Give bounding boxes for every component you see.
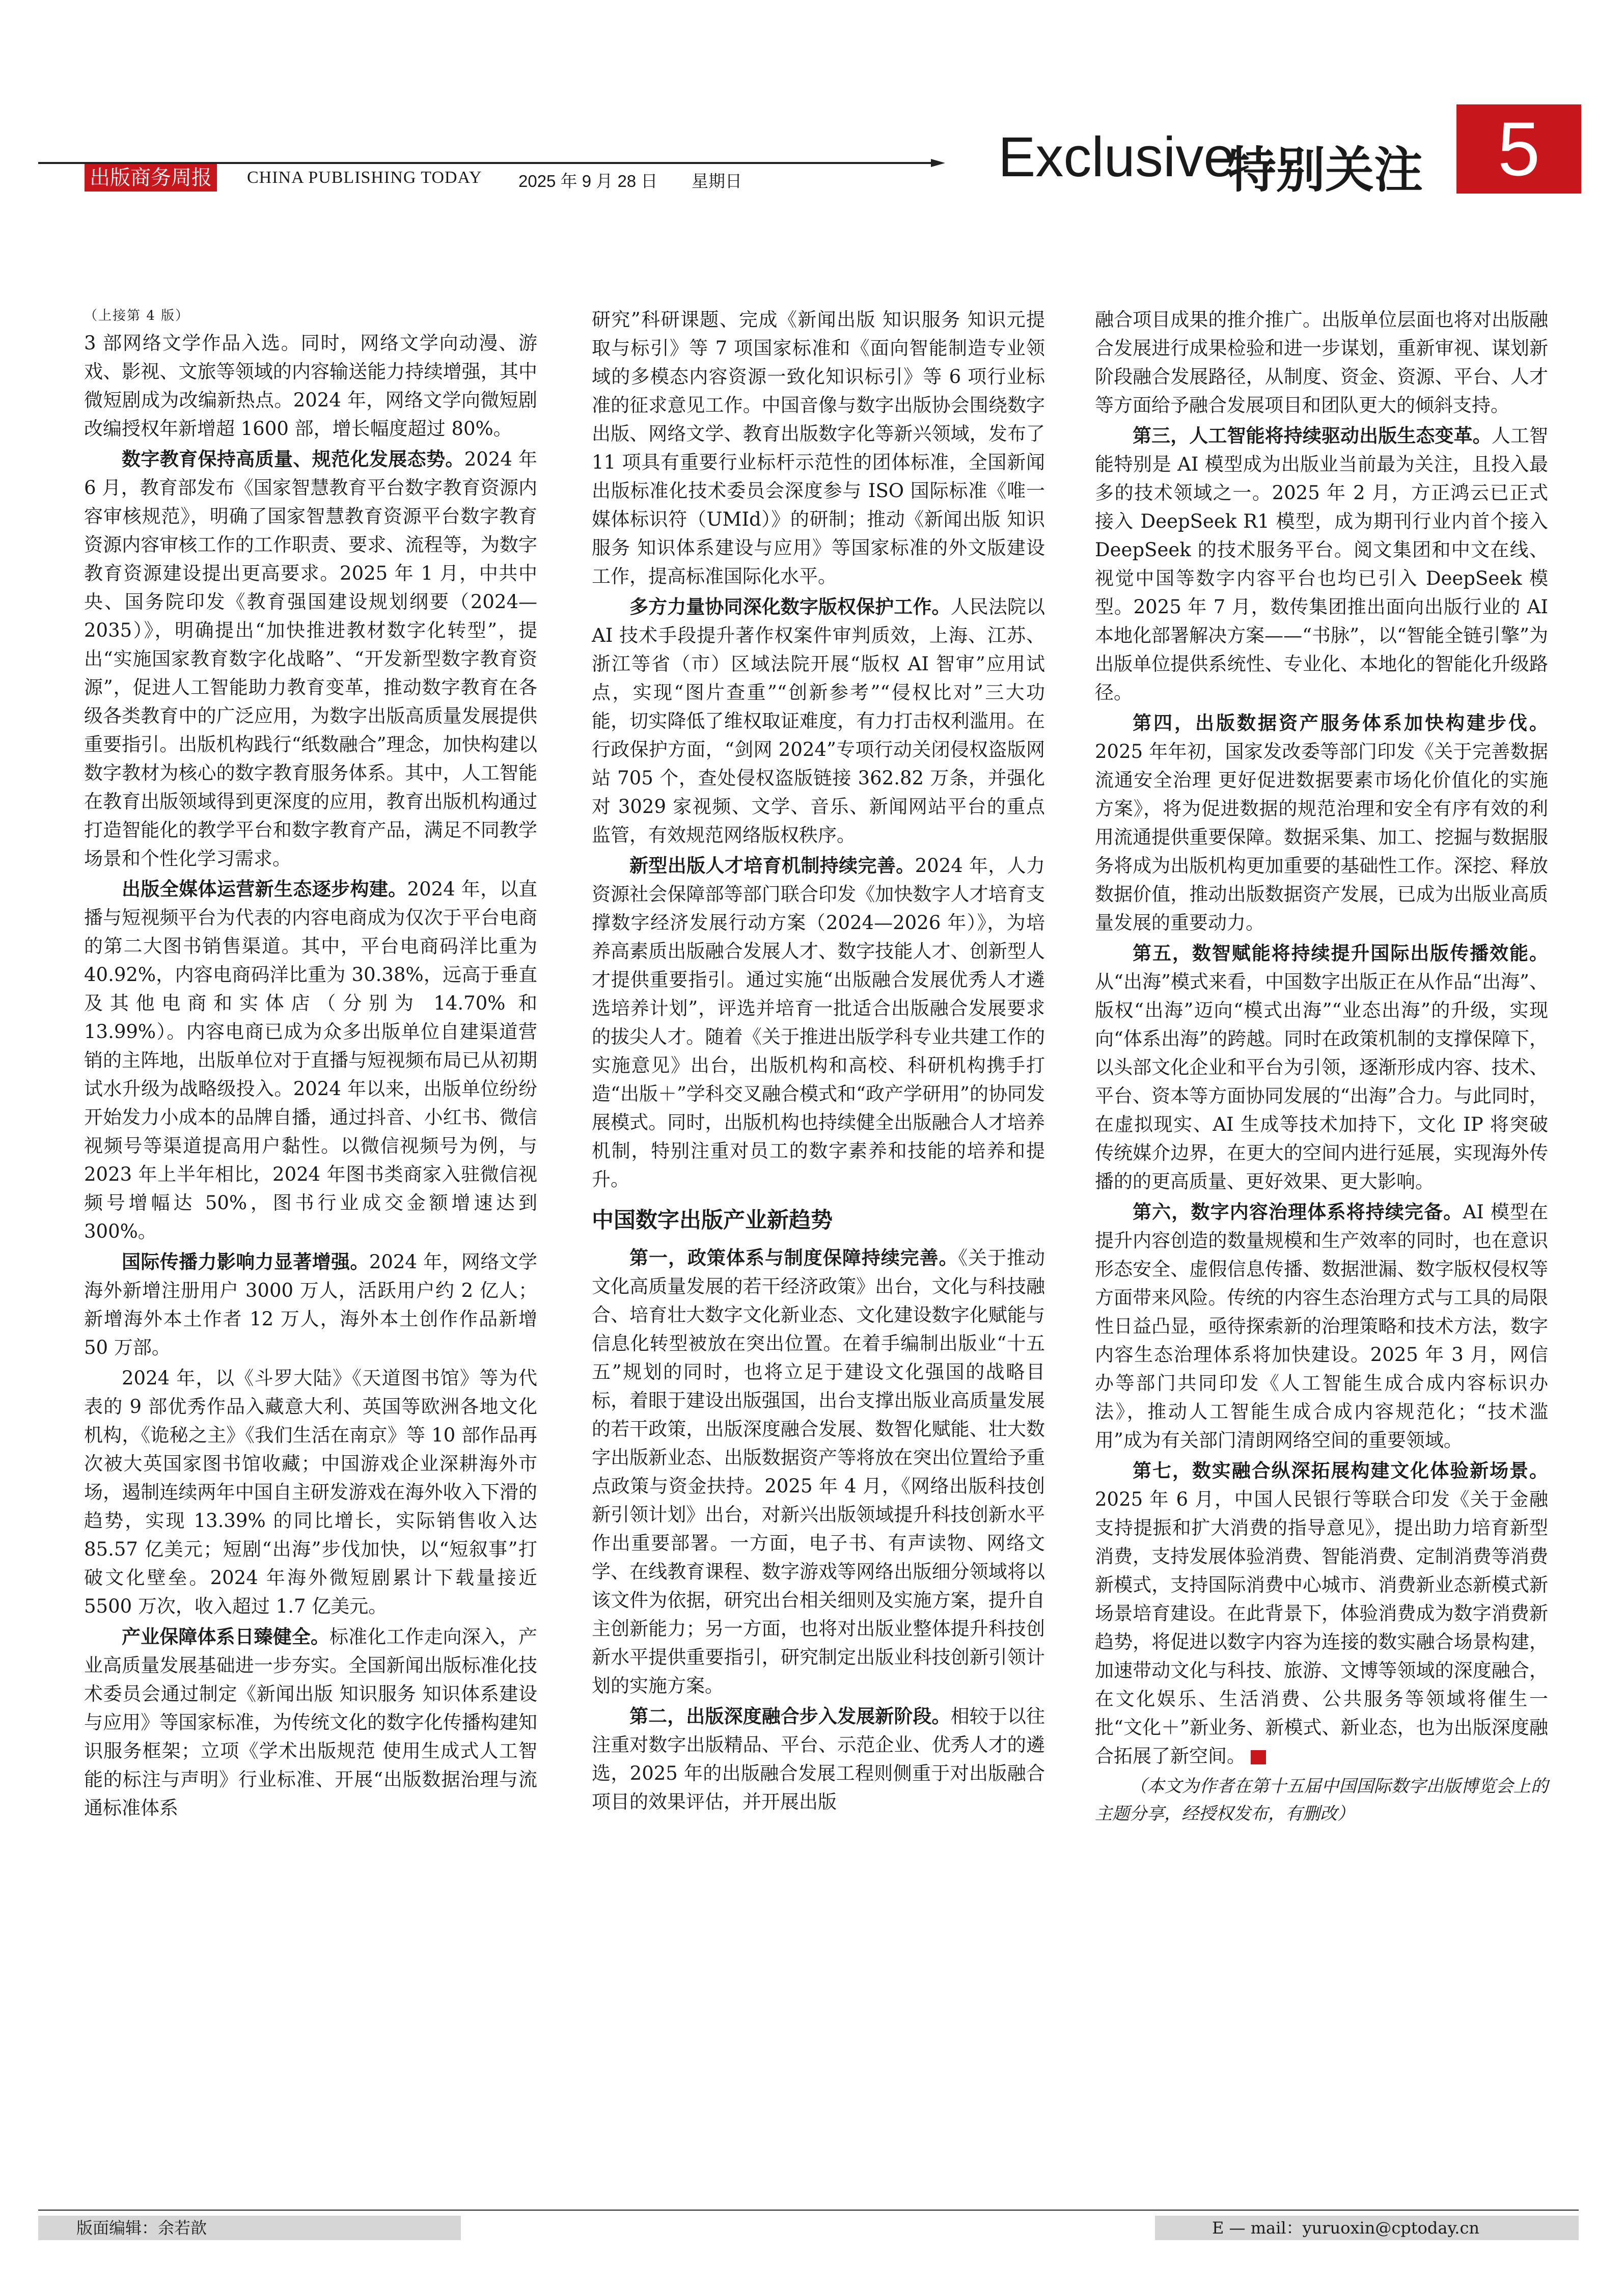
page-editor: 版面编辑：余若歆 (76, 2218, 207, 2238)
paragraph (592, 1244, 1045, 1700)
article-column-2 (592, 306, 1045, 1818)
header-rule-arrow (931, 159, 945, 167)
section-label-en: Exclusive (998, 126, 1235, 188)
paragraph-heading: 出版全媒体运营新生态逐步构建。 (122, 878, 407, 900)
paragraph: 研究”科研课题、完成《新闻出版 知识服务 知识元提取与标引》等 7 项国家标准和《面向智能制造专业领域的多模态内容资源一致化知识标引》等 6 项行业标准的征求意见工作。中国音像与数字出版协会围绕数字出版、网络文学、教育出版数字化等新兴领域，发布了 11 项具有重要行业标杆示范性的团体标准，全国新闻出版标准化技术委员会深度参与 ISO 国际标准《唯一媒体标识符（UMId）》的研制；推动《新闻出版 知识服务 知识体系建设与应用》等国家标准的外文版建设工作，提高标准国际化水平。 (592, 309, 1045, 587)
masthead-brand: 出版商务周报 (85, 164, 217, 192)
paragraph (84, 445, 537, 873)
paragraph-heading: 第四，出版数据资产服务体系加快构建步伐。 (1133, 712, 1548, 734)
paragraph (84, 1248, 537, 1362)
footer-rule (38, 2210, 1579, 2211)
editor-email: E — mail：yuruoxin@cptoday.cn (1212, 2218, 1479, 2238)
paragraph: 2024 年，以《斗罗大陆》《天道图书馆》等为代表的 9 部优秀作品入藏意大利、英国等欧洲各地文化机构，《诡秘之主》《我们生活在南京》等 10 部作品再次被大英国家图书馆收藏；中国游戏企业深耕海外市场，遏制连续两年中国自主研发游戏在海外收入下滑的趋势，实现 13.39% 的同比增长，实际销售收入达 85.57 亿美元；短剧“出海”步伐加快，以“短叙事”打破文化壁垒。2024 年海外微短剧累计下载量接近 5500 万次，收入超过 1.7 亿美元。 (84, 1367, 537, 1617)
continued-from-note: （上接第 4 版） (84, 308, 190, 323)
paragraph-heading: 第一，政策体系与制度保障持续完善。 (629, 1247, 958, 1269)
end-mark-icon (1251, 1750, 1266, 1764)
paragraph-heading: 产业保障体系日臻健全。 (122, 1626, 330, 1648)
paragraph-text: 2024 年 6 月，教育部发布《国家智慧教育平台数字教育资源内容审核规范》，明确了国家智慧教育资源平台数字教育资源内容审核工作的工作职责、要求、流程等，为数字教育资源建设提出更高要求。2025 年 1 月，中共中央、国务院印发《教育强国建设规划纲要（2024—2035）》，明确提出“加快推进教材数字化转型”，提出“实施国家教育数字化战略”、“开发新型数字教育资源”，促进人工智能助力教育变革，推动数字教育在各级各类教育中的广泛应用，为数字出版高质量发展提供重要指引。出版机构践行“纸数融合”理念，加快构建以数字教材为核心的数字教育服务体系。其中，人工智能在教育出版领域得到更深度的应用，教育出版机构通过打造智能化的教学平台和数字教育产品，满足不同教学场景和个性化学习需求。 (84, 448, 537, 869)
paragraph-text: 2024 年，人力资源社会保障部等部门联合印发《加快数字人才培育支撑数字经济发展行动方案（2024—2026 年）》，为培养高素质出版融合发展人才、数字技能人才、创新型人才提供重要指引。通过实施“出版融合发展优秀人才遴选培养计划”，评选并培育一批适合出版融合发展要求的拔尖人才。随着《关于推进出版学科专业共建工作的实施意见》出台，出版机构和高校、科研机构携手打造“出版＋”学科交叉融合模式和“政产学研用”的协同发展模式。同时，出版机构也持续健全出版融合人才培养机制，特别注重对员工的数字素养和技能的培养和提升。 (592, 855, 1045, 1190)
paragraph-text: 2025 年 6 月，中国人民银行等联合印发《关于金融支持提振和扩大消费的指导意见》，提出助力培育新型消费，支持发展体验消费、智能消费、定制消费等消费新模式，支持国际消费中心城市、消费新业态新模式新场景培育建设。在此背景下，体验消费成为数字消费新趋势，将促进以数字内容为连接的数实融合场景构建，加速带动文化与科技、旅游、文博等领域的深度融合，在文化娱乐、生活消费、公共服务等领域将催生一批“文化＋”新业务、新模式、新业态，也为出版深度融合拓展了新空间。 (1095, 1488, 1548, 1767)
issue-date: 2025 年 9 月 28 日 (518, 172, 658, 190)
paragraph-heading: 第二，出版深度融合步入发展新阶段。 (629, 1705, 951, 1727)
paragraph-heading: 多方力量协同深化数字版权保护工作。 (629, 596, 951, 618)
paragraph (1095, 709, 1548, 937)
paragraph (84, 1623, 537, 1822)
section-label-cn: 特别关注 (1227, 142, 1423, 199)
paragraph-text: 2024 年，以直播与短视频平台为代表的内容电商成为仅次于平台电商的第二大图书销售渠道。其中，平台电商码洋比重为 40.92%，内容电商码洋比重为 30.38%，远高于垂直及其他电商和实体店（分别为 14.70% 和 13.99%）。内容电商已成为众多出版单位自建渠道营销的主阵地，出版单位对于直播与短视频布局已从初期试水升级为战略级投入。2024 年以来，出版单位纷纷开始发力小成本的品牌自播，通过抖音、小红书、微信视频号等渠道提高用户黏性。以微信视频号为例，与 2023 年上半年相比，2024 年图书类商家入驻微信视频号增幅达 50%，图书行业成交金额增速达到 300%。 (84, 878, 537, 1242)
paragraph: 融合项目成果的推介推广。出版单位层面也将对出版融合发展进行成果检验和进一步谋划，重新审视、谋划新阶段融合发展路径，从制度、资金、资源、平台、人才等方面给予融合发展项目和团队更大的倾斜支持。 (1095, 309, 1548, 416)
paragraph-text: 2025 年年初，国家发改委等部门印发《关于完善数据流通安全治理 更好促进数据要素市场化价值化的实施方案》，将为促进数据的规范治理和安全有序有效的利用流通提供重要保障。数据采集、加工、挖掘与数据服务将成为出版机构更加重要的基础性工作。深挖、释放数据价值，推动出版数据资产发展，已成为出版业高质量发展的重要动力。 (1095, 741, 1548, 934)
paragraph-heading: 第三，人工智能将持续驱动出版生态变革。 (1133, 425, 1492, 447)
paragraph-heading: 第五，数智赋能将持续提升国际出版传播效能。 (1133, 942, 1548, 964)
paragraph-text: 人民法院以 AI 技术手段提升著作权案件审判质效，上海、江苏、浙江等省（市）区域法院开展“版权 AI 智审”应用试点，实现“图片查重”“创新参考”“侵权比对”三大功能，切实降低了维权取证难度，有力打击权利滥用。在行政保护方面，“剑网 2024”专项行动关闭侵权盗版网站 705 个，查处侵权盗版链接 362.82 万条，并强化对 3029 家视频、文学、音乐、新闻网站平台的重点监管，有效规范网络版权秩序。 (592, 596, 1045, 846)
page-number: 5 (1456, 104, 1581, 194)
paragraph-text: AI 模型在提升内容创造的数量规模和生产效率的同时，也在意识形态安全、虚假信息传播、数据泄漏、数字版权侵权等方面带来风险。传统的内容生态治理方式与工具的局限性日益凸显，亟待探索新的治理策略和技术方法，数字内容生态治理体系将加快建设。2025 年 3 月，网信办等部门共同印发《人工智能生成合成内容标识办法》，推动人工智能生成合成内容规范化；“技术滥用”成为有关部门清朗网络空间的重要领域。 (1095, 1201, 1548, 1451)
paragraph-text: 从“出海”模式来看，中国数字出版正在从作品“出海”、版权“出海”迈向“模式出海”“业态出海”的升级，实现向“体系出海”的跨越。同时在政策机制的支撑保障下，以头部文化企业和平台为引领，逐渐形成内容、技术、平台、资本等方面协同发展的“出海”合力。与此同时，在虚拟现实、AI 生成等技术加持下，文化 IP 将突破传统媒介边界，在更大的空间内进行延展，实现海外传播的的更高质量、更好效果、更大影响。 (1095, 971, 1548, 1192)
issue-weekday: 星期日 (692, 171, 742, 191)
author-note: （本文为作者在第十五届中国国际数字出版博览会上的主题分享，经授权发布，有删改） (1095, 1776, 1548, 1824)
paragraph (1095, 422, 1548, 707)
paragraph-heading: 第七，数实融合纵深拓展构建文化体验新场景。 (1133, 1460, 1548, 1482)
paragraph (592, 852, 1045, 1194)
paragraph: 3 部网络文学作品入选。同时，网络文学向动漫、游戏、影视、文旅等领域的内容输送能力持续增强，其中微短剧成为改编新热点。2024 年，网络文学向微短剧改编授权年新增超 1600 部，增长幅度超过 80%。 (84, 332, 537, 440)
paragraph (1095, 939, 1548, 1196)
masthead-english: CHINA PUBLISHING TODAY (247, 168, 482, 187)
article-column-1 (84, 306, 537, 1825)
paragraph (1095, 1457, 1548, 1771)
paragraph-heading: 第六，数字内容治理体系将持续完备。 (1133, 1201, 1463, 1223)
paragraph-heading: 数字教育保持高质量、规范化发展态势。 (122, 448, 464, 470)
paragraph-text: 2024 年，网络文学海外新增注册用户 3000 万人，活跃用户约 2 亿人；新增海外本土作者 12 万人，海外本土创作作品新增 50 万部。 (84, 1251, 537, 1358)
paragraph (84, 875, 537, 1246)
paragraph (1095, 1198, 1548, 1455)
paragraph-text: 《关于推动文化高质量发展的若干经济政策》出台，文化与科技融合、培育壮大数字文化新业态、文化建设数字化赋能与信息化转型被放在突出位置。在着手编制出版业“十五五”规划的同时，也将立足于建设文化强国的战略目标，着眼于建设出版强国，出台支撑出版业高质量发展的若干政策，出版深度融合发展、数智化赋能、壮大数字出版新业态、出版数据资产等将放在突出位置给予重点政策与资金扶持。2025 年 4 月，《网络出版科技创新引领计划》出台，对新兴出版领域提升科技创新水平作出重要部署。一方面，电子书、有声读物、网络文学、在线教育课程、数字游戏等网络出版细分领域将以该文件为依据，研究出台相关细则及实施方案，提升自主创新能力；另一方面，也将对出版业整体提升科技创新水平提供重要指引，研究制定出版业科技创新引领计划的实施方案。 (592, 1247, 1045, 1697)
paragraph-text: 标准化工作走向深入，产业高质量发展基础进一步夯实。全国新闻出版标准化技术委员会通过制定《新闻出版 知识服务 知识体系建设与应用》等国家标准，为传统文化的数字化传播构建知识服务框架；立项《学术出版规范 使用生成式人工智能的标注与声明》行业标准、开展“出版数据治理与流通标准体系 (84, 1626, 537, 1819)
paragraph-heading: 新型出版人才培育机制持续完善。 (629, 855, 915, 877)
section-heading: 中国数字出版产业新趋势 (592, 1208, 833, 1233)
paragraph-text: 相较于以往注重对数字出版精品、平台、示范企业、优秀人才的遴选，2025 年的出版融合发展工程则侧重于对出版融合项目的效果评估，并开展出版 (592, 1705, 1045, 1813)
paragraph (592, 1702, 1045, 1816)
paragraph-heading: 国际传播力影响力显著增强。 (122, 1251, 369, 1273)
article-column-3 (1095, 306, 1548, 1830)
paragraph-text: 人工智能特别是 AI 模型成为出版业当前最为关注，且投入最多的技术领域之一。2025 年 2 月，方正鸿云已正式接入 DeepSeek R1 模型，成为期刊行业内首个接入 DeepSeek 的技术服务平台。阅文集团和中文在线、视觉中国等数字内容平台也均已引入 DeepSeek 模型。2025 年 7 月，数传集团推出面向出版行业的 AI 本地化部署解决方案——“书脉”，以“智能全链引擎”为出版单位提供系统性、专业化、本地化的智能化升级路径。 (1095, 425, 1549, 703)
paragraph (592, 593, 1045, 850)
